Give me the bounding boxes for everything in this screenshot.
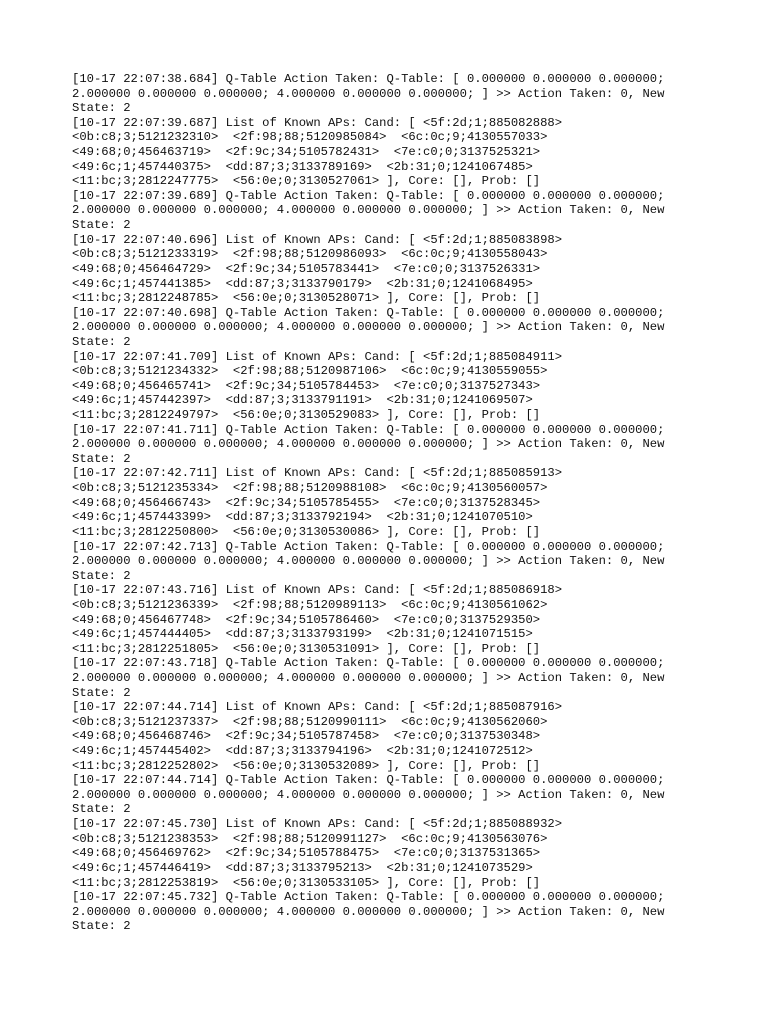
log-line: [10-17 22:07:40.698] Q-Table Action Taken: Q-Table: [ 0.000000 0.000000 0.000000; [72,305,665,320]
log-line: <49:6c;1;457440375> <dd:87;3;3133789169> <2b:31;0;1241067485> [72,159,533,174]
log-line: 2.000000 0.000000 0.000000; 4.000000 0.000000 0.000000; ] >> Action Taken: 0, New [72,904,665,919]
log-line: State: 2 [72,334,131,349]
log-line: 2.000000 0.000000 0.000000; 4.000000 0.000000 0.000000; ] >> Action Taken: 0, New [72,320,665,335]
log-line: <49:6c;1;457445402> <dd:87;3;3133794196> <2b:31;0;1241072512> [72,744,533,759]
log-line: [10-17 22:07:38.684] Q-Table Action Taken: Q-Table: [ 0.000000 0.000000 0.000000; [72,72,665,86]
log-line: 2.000000 0.000000 0.000000; 4.000000 0.000000 0.000000; ] >> Action Taken: 0, New [72,203,665,218]
log-line: <11:bc;3;2812248785> <56:0e;0;3130528071> ], Core: [], Prob: [] [72,291,541,306]
log-line: <49:6c;1;457442397> <dd:87;3;3133791191> <2b:31;0;1241069507> [72,393,533,408]
log-line: <49:68;0;456465741> <2f:9c;34;5105784453> <7e:c0;0;3137527343> [72,378,541,393]
log-line: State: 2 [72,919,131,934]
log-line: State: 2 [72,685,131,700]
log-line: <49:6c;1;457446419> <dd:87;3;3133795213> <2b:31;0;1241073529> [72,860,533,875]
log-line: <0b:c8;3;5121237337> <2f:98;88;5120990111> <6c:0c;9;4130562060> [72,714,548,729]
log-line: 2.000000 0.000000 0.000000; 4.000000 0.000000 0.000000; ] >> Action Taken: 0, New [72,670,665,685]
log-line: State: 2 [72,802,131,817]
log-line: State: 2 [72,451,131,466]
log-line: <49:6c;1;457441385> <dd:87;3;3133790179> <2b:31;0;1241068495> [72,276,533,291]
log-line: <49:68;0;456463719> <2f:9c;34;5105782431> <7e:c0;0;3137525321> [72,145,541,160]
log-line: <11:bc;3;2812249797> <56:0e;0;3130529083> ], Core: [], Prob: [] [72,408,541,423]
log-line: <49:68;0;456469762> <2f:9c;34;5105788475> <7e:c0;0;3137531365> [72,846,541,861]
log-line: <49:68;0;456466743> <2f:9c;34;5105785455> <7e:c0;0;3137528345> [72,495,541,510]
log-line: <0b:c8;3;5121235334> <2f:98;88;5120988108> <6c:0c;9;4130560057> [72,481,548,496]
log-line: <49:68;0;456464729> <2f:9c;34;5105783441> <7e:c0;0;3137526331> [72,261,541,276]
log-line: [10-17 22:07:41.709] List of Known APs: Cand: [ <5f:2d;1;885084911> [72,349,563,364]
log-line: [10-17 22:07:41.711] Q-Table Action Taken: Q-Table: [ 0.000000 0.000000 0.000000; [72,422,665,437]
log-line: <49:68;0;456467748> <2f:9c;34;5105786460> <7e:c0;0;3137529350> [72,612,541,627]
log-line: 2.000000 0.000000 0.000000; 4.000000 0.000000 0.000000; ] >> Action Taken: 0, New [72,86,665,101]
log-line: 2.000000 0.000000 0.000000; 4.000000 0.000000 0.000000; ] >> Action Taken: 0, New [72,787,665,802]
log-line: [10-17 22:07:40.696] List of Known APs: Cand: [ <5f:2d;1;885083898> [72,232,563,247]
log-line: [10-17 22:07:42.713] Q-Table Action Taken: Q-Table: [ 0.000000 0.000000 0.000000; [72,539,665,554]
log-line: <11:bc;3;2812252802> <56:0e;0;3130532089> ], Core: [], Prob: [] [72,758,541,773]
log-line: [10-17 22:07:43.718] Q-Table Action Taken: Q-Table: [ 0.000000 0.000000 0.000000; [72,656,665,671]
log-line: <0b:c8;3;5121236339> <2f:98;88;5120989113> <6c:0c;9;4130561062> [72,597,548,612]
log-text-block [72,72,692,934]
log-line: <0b:c8;3;5121233319> <2f:98;88;5120986093> <6c:0c;9;4130558043> [72,247,548,262]
log-line: [10-17 22:07:44.714] Q-Table Action Taken: Q-Table: [ 0.000000 0.000000 0.000000; [72,773,665,788]
log-line: State: 2 [72,218,131,233]
log-line: <0b:c8;3;5121234332> <2f:98;88;5120987106> <6c:0c;9;4130559055> [72,364,548,379]
log-line: <49:68;0;456468746> <2f:9c;34;5105787458> <7e:c0;0;3137530348> [72,729,541,744]
log-line: <0b:c8;3;5121238353> <2f:98;88;5120991127> <6c:0c;9;4130563076> [72,831,548,846]
log-line: [10-17 22:07:44.714] List of Known APs: Cand: [ <5f:2d;1;885087916> [72,700,563,715]
log-line: 2.000000 0.000000 0.000000; 4.000000 0.000000 0.000000; ] >> Action Taken: 0, New [72,554,665,569]
log-line: <49:6c;1;457444405> <dd:87;3;3133793199> <2b:31;0;1241071515> [72,627,533,642]
log-line: [10-17 22:07:39.689] Q-Table Action Taken: Q-Table: [ 0.000000 0.000000 0.000000; [72,188,665,203]
log-line: State: 2 [72,568,131,583]
log-line: <11:bc;3;2812251805> <56:0e;0;3130531091> ], Core: [], Prob: [] [72,641,541,656]
log-line: [10-17 22:07:45.730] List of Known APs: Cand: [ <5f:2d;1;885088932> [72,817,563,832]
log-line: [10-17 22:07:43.716] List of Known APs: Cand: [ <5f:2d;1;885086918> [72,583,563,598]
log-line: State: 2 [72,101,131,116]
log-line: [10-17 22:07:39.687] List of Known APs: Cand: [ <5f:2d;1;885082888> [72,115,563,130]
log-line: <11:bc;3;2812247775> <56:0e;0;3130527061> ], Core: [], Prob: [] [72,174,541,189]
log-line: [10-17 22:07:45.732] Q-Table Action Taken: Q-Table: [ 0.000000 0.000000 0.000000; [72,890,665,905]
log-line: <0b:c8;3;5121232310> <2f:98;88;5120985084> <6c:0c;9;4130557033> [72,130,548,145]
log-line: [10-17 22:07:42.711] List of Known APs: Cand: [ <5f:2d;1;885085913> [72,466,563,481]
log-line: <11:bc;3;2812250800> <56:0e;0;3130530086> ], Core: [], Prob: [] [72,524,541,539]
log-line: <49:6c;1;457443399> <dd:87;3;3133792194> <2b:31;0;1241070510> [72,510,533,525]
log-line: 2.000000 0.000000 0.000000; 4.000000 0.000000 0.000000; ] >> Action Taken: 0, New [72,437,665,452]
log-line: <11:bc;3;2812253819> <56:0e;0;3130533105> ], Core: [], Prob: [] [72,875,541,890]
